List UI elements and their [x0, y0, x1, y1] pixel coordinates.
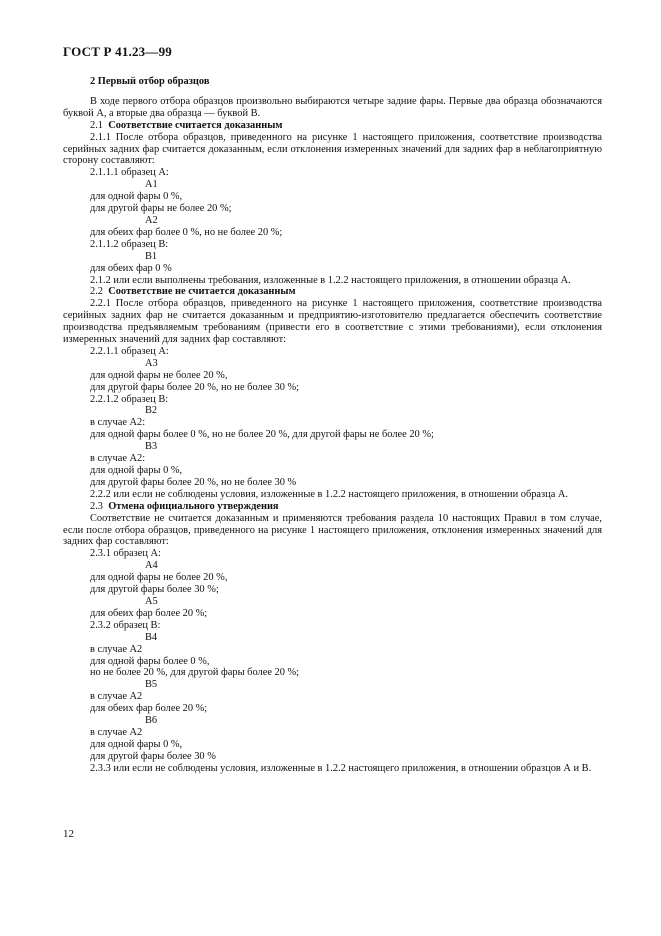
sample-label-a2: A2: [145, 214, 158, 226]
condition-line: для одной фары 0 %,: [90, 191, 183, 203]
case-line: в случае A2: [90, 691, 143, 703]
list-item-2-3-2: 2.3.2 образец В:: [90, 619, 161, 631]
paragraph-2-3: Соответствие не считается доказанным и применяются требования раздела 10 настоящих Правил в том случае, если после отбора образцов, приведенного на рисунке 1 настоящего приложения, отклонения измеренных значений для задних фар составляют:: [63, 512, 602, 548]
paragraph-2-3-3: 2.3.3 или если не соблюдены условия, изложенные в 1.2.2 настоящего приложения, в отношении образцов А и В.: [90, 762, 592, 774]
condition-line: для одной фары более 0 %,: [90, 655, 210, 667]
condition-line: для другой фары не более 20 %;: [90, 203, 232, 215]
list-item-2-1-1-2: 2.1.1.2 образец В:: [90, 238, 169, 250]
sample-label-a4: A4: [145, 560, 158, 572]
subsection-2-1-heading: 2.1 Соответствие считается доказанным: [90, 119, 283, 131]
sample-label-b1: B1: [145, 250, 158, 262]
list-item-2-2-1-1: 2.2.1.1 образец А:: [90, 345, 169, 357]
paragraph-2-2-1: 2.2.1 После отбора образцов, приведенного на рисунке 1 настоящего приложения, соответствие производства серийных задних фар не считается доказанным и предприятию-изготовителю предлагается обеспечить соответствие производства предъявляемым требованиям (привести его в соответствие с этими требованиями), если отклонения измеренных значений для задних фар составляют:: [63, 298, 602, 346]
page-number: 12: [63, 828, 74, 840]
paragraph-2-1-1: 2.1.1 После отбора образцов, приведенного на рисунке 1 настоящего приложения, соответствие производства серийных задних фар считается доказанным, если отклонения измеренных значений для задних фар в неблагоприятную сторону составляют:: [63, 131, 602, 167]
section-title: 2 Первый отбор образцов: [90, 76, 210, 87]
paragraph-2-1-2: 2.1.2 или если выполнены требования, изложенные в 1.2.2 настоящего приложения, в отношении образца А.: [90, 274, 571, 286]
condition-line: но не более 20 %, для другой фары более 20 %;: [90, 667, 300, 679]
paragraph-2-2-2: 2.2.2 или если не соблюдены условия, изложенные в 1.2.2 настоящего приложения, в отношении образца А.: [90, 488, 569, 500]
sample-label-b2: B2: [145, 405, 158, 417]
sample-label-b6: B6: [145, 715, 158, 727]
condition-line: для одной фары не более 20 %,: [90, 572, 228, 584]
condition-line: для другой фары более 20 %, но не более 30 %: [90, 476, 297, 488]
section-intro: В ходе первого отбора образцов произвольно выбираются четыре задние фары. Первые два образца обозначаются буквой А, а вторые два образца — буквой В.: [63, 95, 602, 119]
document-header: ГОСТ Р 41.23—99: [63, 44, 172, 59]
condition-line: для одной фары 0 %,: [90, 738, 183, 750]
sample-label-a3: A3: [145, 357, 158, 369]
condition-line: для обеих фар 0 %: [90, 262, 172, 274]
condition-line: для одной фары более 0 %, но не более 20 %, для другой фары не более 20 %;: [90, 429, 434, 441]
subsection-2-2-heading: 2.2 Соответствие не считается доказанным: [90, 286, 296, 298]
case-line: в случае A2: [90, 643, 143, 655]
sample-label-b4: B4: [145, 631, 158, 643]
condition-line: для обеих фар более 20 %;: [90, 703, 208, 715]
case-line: в случае A2: [90, 726, 143, 738]
condition-line: для обеих фар более 0 %, но не более 20 %;: [90, 226, 283, 238]
condition-line: для обеих фар более 20 %;: [90, 607, 208, 619]
list-item-2-3-1: 2.3.1 образец А:: [90, 548, 161, 560]
subsection-2-3-heading: 2.3 Отмена официального утверждения: [90, 500, 279, 512]
condition-line: для другой фары более 20 %, но не более 30 %;: [90, 381, 300, 393]
document-body: [63, 76, 602, 775]
sample-label-a5: A5: [145, 595, 158, 607]
case-line: в случае A2:: [90, 417, 146, 429]
condition-line: для одной фары не более 20 %,: [90, 369, 228, 381]
condition-line: для другой фары более 30 %: [90, 750, 216, 762]
list-item-2-1-1-1: 2.1.1.1 образец А:: [90, 167, 169, 179]
condition-line: для одной фары 0 %,: [90, 465, 183, 476]
list-item-2-2-1-2: 2.2.1.2 образец В:: [90, 393, 169, 405]
sample-label-b3: B3: [145, 441, 158, 453]
condition-line: для другой фары более 30 %;: [90, 584, 219, 596]
sample-label-a1: A1: [145, 179, 158, 191]
sample-label-b5: B5: [145, 679, 158, 691]
case-line: в случае A2:: [90, 453, 146, 465]
